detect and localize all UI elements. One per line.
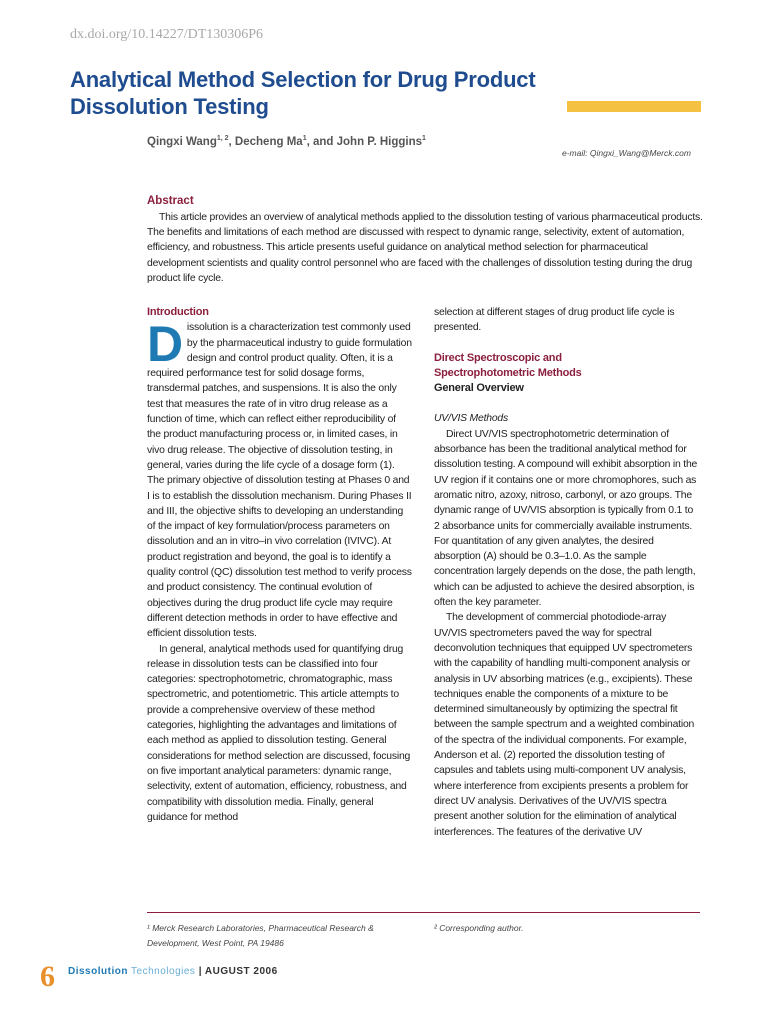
author-1: Qingxi Wang: [147, 135, 217, 148]
article-title: Analytical Method Selection for Drug Product Dissolution Testing: [70, 67, 536, 119]
journal-name-a: Dissolution: [68, 966, 128, 977]
abstract-heading: Abstract: [147, 195, 194, 207]
footnote-affiliation: ¹ Merck Research Laboratories, Pharmaceutical Research & Development, West Point, PA 19486: [147, 923, 374, 948]
author-2-affil: 1: [302, 135, 307, 142]
intro-paragraph-1: [147, 316, 412, 641]
accent-bar: [567, 101, 701, 112]
left-column: [147, 305, 412, 825]
right-column: [434, 305, 700, 840]
authors: [147, 135, 426, 148]
footnote-corresponding: ² Corresponding author.: [434, 923, 524, 933]
footer-separator: |: [195, 966, 205, 977]
author-3-affil: 1: [422, 135, 426, 142]
general-overview-heading: General Overview: [434, 382, 524, 395]
drop-cap: D: [147, 316, 183, 373]
journal-footer: [68, 966, 278, 977]
right-paragraph-1: Direct UV/VIS spectrophotometric determination of absorbance has been the traditional analytical method for dissolution testing. A compound will exhibit absorption in the UV region if it contains one or more chromophores, such as aromatic nitro, azoxy, nitroso, carbonyl, or azo groups. The dynamic range of UV/VIS absorption is typically from 0.1 to 2 absorbance units for commercially available instruments. For quantitation of any given analytes, the desired absorption (A) should be 0.3–1.0. As the sample concentration largely depends on the dose, the path length, which can be adjusted to achieve the desired absorption, is often the key parameter.: [434, 428, 698, 609]
spectroscopic-heading: Direct Spectroscopic and Spectrophotometric Methods: [434, 351, 582, 379]
uv-vis-heading: UV/VIS Methods: [434, 413, 509, 425]
footnote-rule: [147, 912, 700, 913]
journal-name-b: Technologies: [127, 966, 196, 977]
right-paragraph-0: selection at different stages of drug product life cycle is presented.: [434, 307, 675, 334]
intro-paragraph-1-text: issolution is a characterization test commonly used by the pharmaceutical industry to guide formulation design and control product quality. Often, it is a required performance test for solid dosage forms, transdermal patches, and suspensions. It is also the only test that measures the rate of in vitro drug release as a function of time, which can reflect either reproducibility of the product manufacturing process or, in limited cases, in vivo drug release. The objective of dissolution testing, in general, varies during the life cycle of a dosage form (1). The primary objective of dissolution testing at Phases 0 and I is to establish the dissolution mechanism. During Phases II and III, the objective shifts to developing an understanding of the impact of key formulation/process parameters on dissolution and an in vitro–in vivo correlation (IVIVC). At product registration and beyond, the goal is to identify a quality control (QC) dissolution test method to verify process and product consistency. The continual evolution of objectives during the drug product life cycle may require different detection methods in order to have effective and efficient dissolution tests.: [147, 322, 412, 640]
abstract-text: This article provides an overview of analytical methods applied to the dissolution testing of various pharmaceutical products. The benefits and limitations of each method are discussed with respect to dynamic range, selectivity, extent of automation, efficiency, and robustness. This article presents useful guidance on analytical method selection for pharmaceutical development scientists and quality control personnel who are faced with the challenges of dissolution testing during the drug product life cycle.: [147, 212, 703, 284]
author-2: , Decheng Ma: [228, 135, 303, 148]
intro-paragraph-2: In general, analytical methods used for quantifying drug release in dissolution tests can be classified into four categories: spectrophotometric, chromatographic, mass spectrometric, and potentiometric. This article attempts to provide a comprehensive overview of these method categories, highlighting the advantages and limitations of each method as applied to dissolution testing. General considerations for method selection are discussed, focusing on five important analytical parameters: dynamic range, selectivity, extent of automation, efficiency, robustness, and compatibility with dissolution media. Finally, general guidance for method: [147, 643, 411, 823]
doi-link[interactable]: dx.doi.org/10.14227/DT130306P6: [70, 27, 264, 42]
page-number: 6: [40, 960, 55, 993]
right-paragraph-2: The development of commercial photodiode-array UV/VIS spectrometers paved the way for spectral deconvolution techniques that equipped UV spectrometers with the capability of handling multi-component analysis or analysis in UV absorbing matrices (e.g., excipients). These techniques enable the components of a mixture to be determined simultaneously by optimizing the spectral fit between the sample spectrum and a weighted combination of the spectra of the individual components. For example, Anderson et al. (2) reported the dissolution testing of capsules and tablets using multi-component UV analysis, where interference from excipients presents a problem for direct UV analysis. Derivatives of the UV/VIS spectra present another solution for the elimination of analytical interferences. The features of the derivative UV: [434, 612, 695, 838]
author-1-affil: 1, 2: [216, 135, 229, 142]
issue-date: AUGUST 2006: [204, 966, 278, 977]
introduction-heading: Introduction: [147, 306, 209, 318]
author-email[interactable]: e-mail: Qingxi_Wang@Merck.com: [562, 148, 691, 158]
author-3: , and John P. Higgins: [306, 135, 423, 148]
